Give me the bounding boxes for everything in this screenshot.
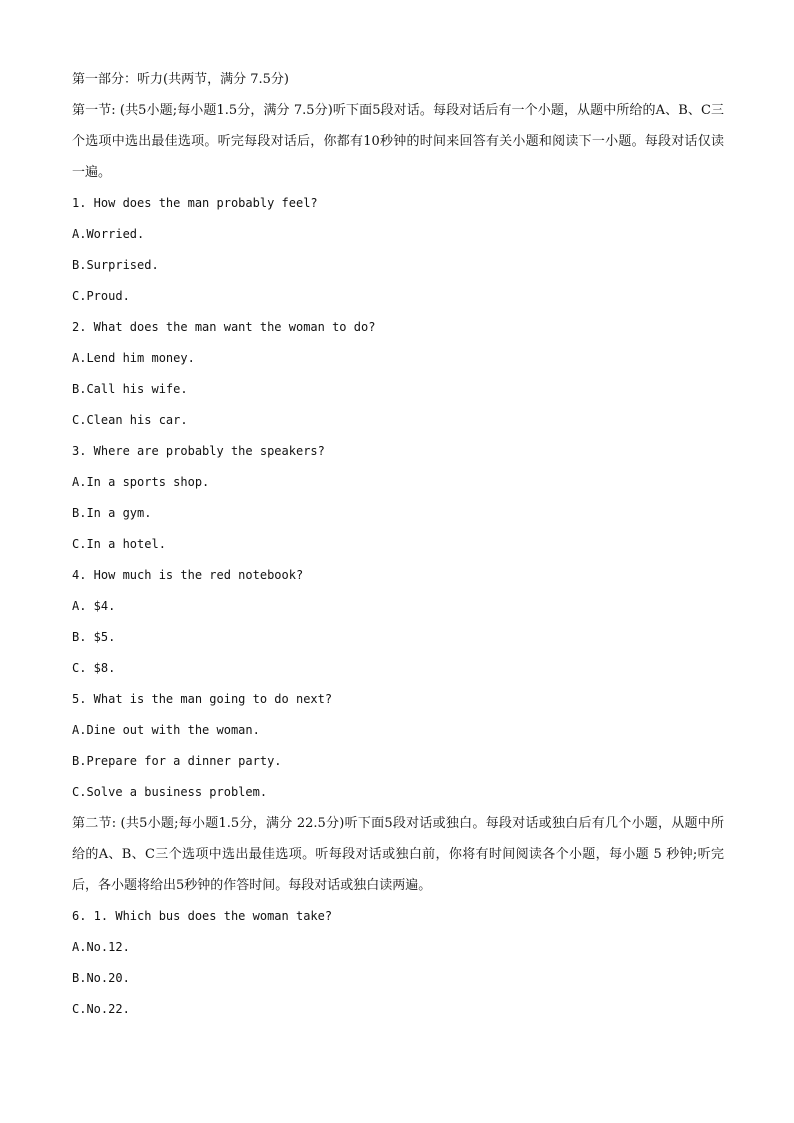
option-a: A.No.12.	[72, 940, 130, 954]
section1-questions	[72, 188, 724, 808]
question-stem: 2. What does the man want the woman to do?	[72, 320, 376, 334]
part-title: 第一部分：听力(共两节，满分 7.5分)	[72, 72, 289, 87]
question-3	[72, 436, 724, 560]
option-c: C.Proud.	[72, 289, 130, 303]
question-stem: 4. How much is the red notebook?	[72, 568, 304, 582]
question-stem: 3. Where are probably the speakers?	[72, 444, 325, 458]
section1-instructions: 第一节: (共5小题;每小题1.5分，满分 7.5分)听下面5段对话。每段对话后有一个小题，从题中所给的A、B、C三个选项中选出最佳选项。听完每段对话后，你都有10秒钟的时间来回答有关小题和阅读下一小题。每段对话仅读一遍。	[72, 103, 724, 180]
option-c: C.No.22.	[72, 1002, 130, 1016]
question-stem: 6. 1. Which bus does the woman take?	[72, 909, 333, 923]
option-a: A.Dine out with the woman.	[72, 723, 260, 737]
option-c: C. $8.	[72, 661, 116, 675]
option-c: C.In a hotel.	[72, 537, 166, 551]
question-5	[72, 684, 724, 808]
option-a: A.In a sports shop.	[72, 475, 210, 489]
option-b: B.Call his wife.	[72, 382, 188, 396]
question-6	[72, 901, 724, 1025]
exam-page	[72, 64, 724, 1025]
section2-questions	[72, 901, 724, 1025]
option-b: B.Surprised.	[72, 258, 159, 272]
question-2	[72, 312, 724, 436]
option-a: A. $4.	[72, 599, 116, 613]
option-c: C.Clean his car.	[72, 413, 188, 427]
question-stem: 1. How does the man probably feel?	[72, 196, 318, 210]
option-b: B.In a gym.	[72, 506, 152, 520]
question-1	[72, 188, 724, 312]
section2-instructions: 第二节: (共5小题;每小题1.5分，满分 22.5分)听下面5段对话或独白。每段对话或独白后有几个小题，从题中所给的A、B、C三个选项中选出最佳选项。听每段对话或独白前，你将有时间阅读各个小题，每小题 5 秒钟;听完后，各小题将给出5秒钟的作答时间。每段对话或独白读两遍。	[72, 816, 724, 893]
option-a: A.Worried.	[72, 227, 145, 241]
option-b: B. $5.	[72, 630, 116, 644]
question-4	[72, 560, 724, 684]
option-c: C.Solve a business problem.	[72, 785, 268, 799]
option-b: B.Prepare for a dinner party.	[72, 754, 282, 768]
option-b: B.No.20.	[72, 971, 130, 985]
option-a: A.Lend him money.	[72, 351, 195, 365]
question-stem: 5. What is the man going to do next?	[72, 692, 333, 706]
